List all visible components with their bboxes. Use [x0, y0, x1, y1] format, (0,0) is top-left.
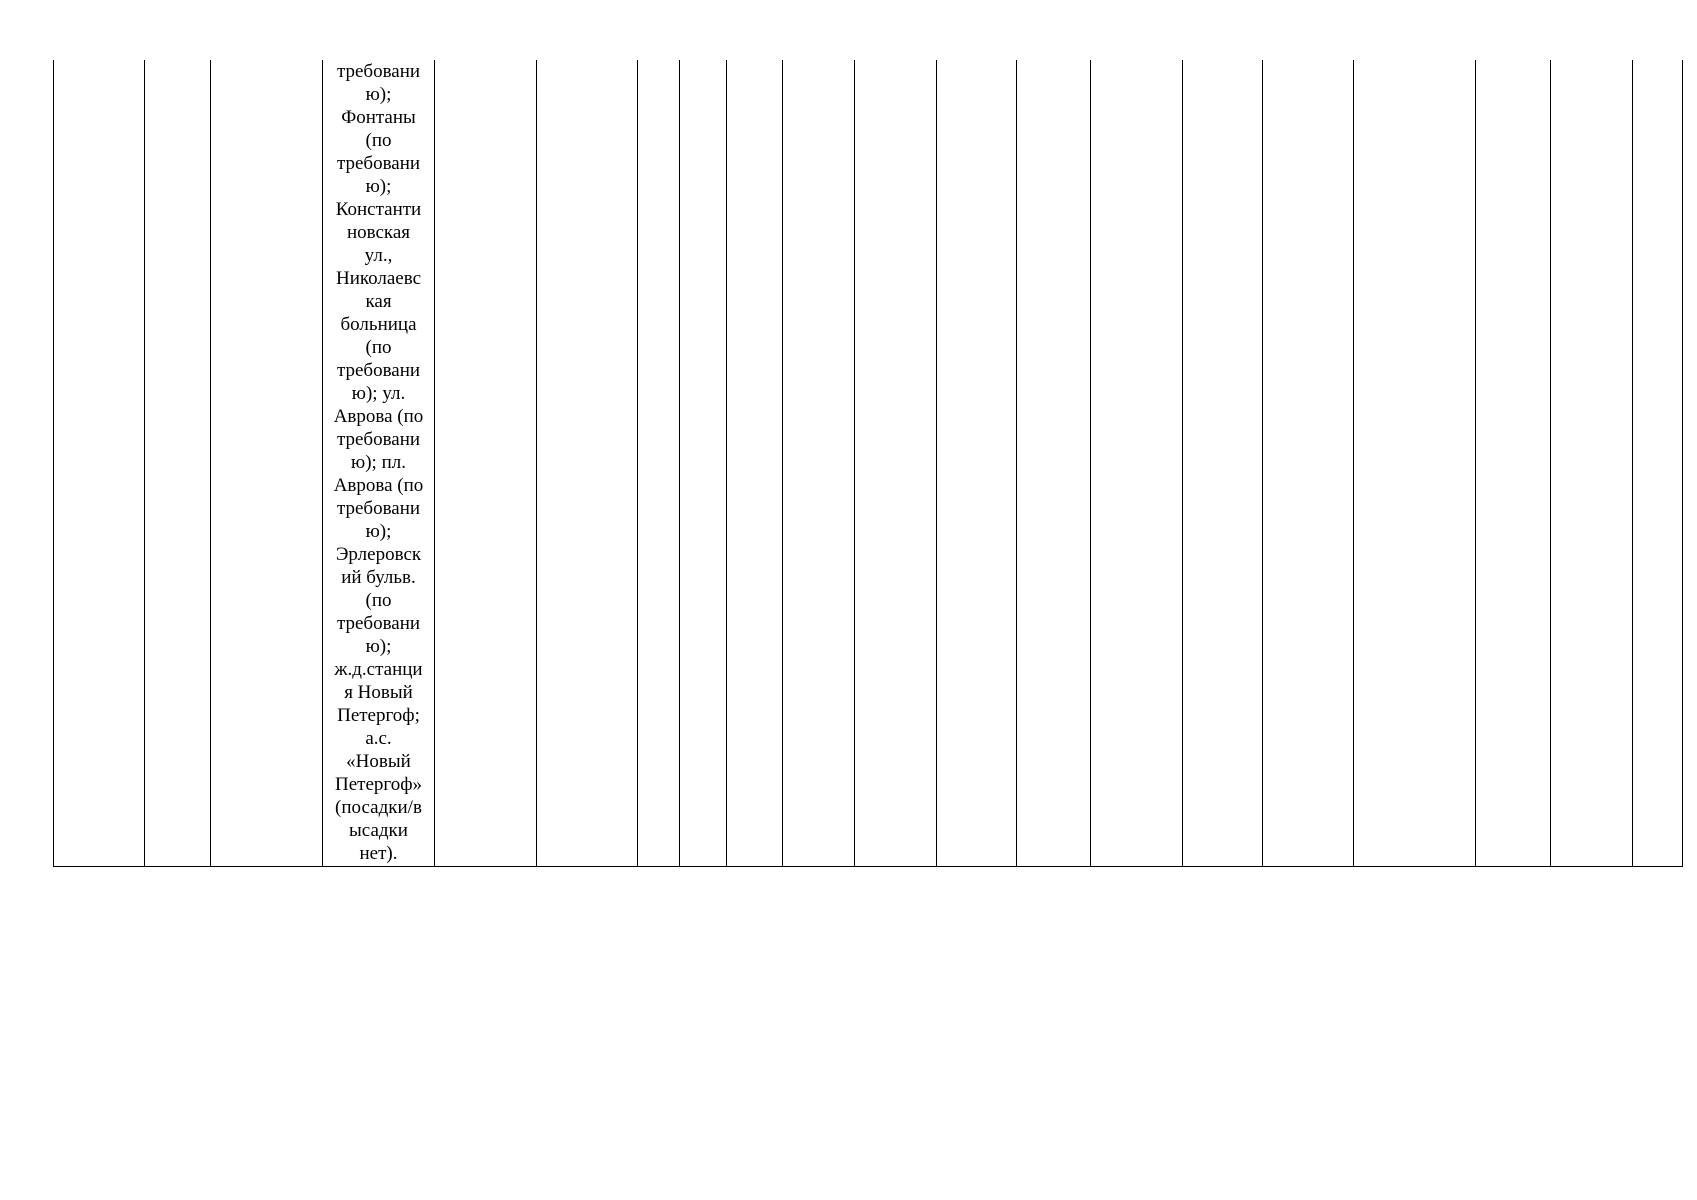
- stops-line: нет).: [359, 843, 398, 864]
- stops-line: я Новый: [344, 682, 413, 703]
- stops-text: [323, 60, 434, 865]
- table-cell-col-17: [1354, 60, 1476, 867]
- table-cell-col-11: [855, 60, 937, 867]
- stops-line: ю); пл.: [351, 452, 406, 473]
- stops-line: (по: [365, 590, 392, 611]
- stops-line: (по: [365, 130, 392, 151]
- stops-line: ю);: [365, 636, 392, 657]
- stops-line: Николаевс: [335, 268, 422, 289]
- table-cell-col-15: [1183, 60, 1263, 867]
- table-cell-col-8: [680, 60, 727, 867]
- stops-line: ю);: [365, 84, 392, 105]
- stops-line: ысадки: [349, 820, 408, 841]
- table-cell-stops: [323, 60, 435, 867]
- stops-line: требовани: [336, 61, 421, 82]
- stops-line: (посадки/в: [335, 797, 422, 818]
- stops-line: новская: [346, 222, 411, 243]
- stops-line: Фонтаны: [341, 107, 416, 128]
- table-cell-col-13: [1017, 60, 1091, 867]
- stops-line: Петергоф»: [334, 774, 423, 795]
- stops-line: Петергоф;: [337, 705, 420, 726]
- stops-line: Константи: [335, 199, 422, 220]
- stops-line: требовани: [336, 153, 421, 174]
- stops-line: Аврова (по: [333, 475, 424, 496]
- table-cell-col-3: [211, 60, 323, 867]
- stops-line: требовани: [336, 429, 421, 450]
- stops-line: больница: [340, 314, 417, 335]
- stops-line: Аврова (по: [333, 406, 424, 427]
- table-cell-col-16: [1263, 60, 1354, 867]
- table-cell-col-12: [937, 60, 1017, 867]
- table-cell-col-1: [54, 60, 145, 867]
- table-row: [54, 60, 1683, 867]
- stops-line: «Новый: [346, 751, 411, 772]
- stops-line: а.с.: [365, 728, 392, 749]
- stops-line: требовани: [336, 613, 421, 634]
- stops-line: Эрлеровск: [335, 544, 422, 565]
- table-cell-col-19: [1551, 60, 1633, 867]
- table-cell-col-6: [537, 60, 638, 867]
- table-cell-col-5: [435, 60, 537, 867]
- stops-line: ю);: [365, 521, 392, 542]
- stops-line: ю);: [365, 176, 392, 197]
- table-cell-col-14: [1091, 60, 1183, 867]
- table-cell-col-7: [638, 60, 680, 867]
- stops-line: кая: [365, 291, 392, 312]
- route-table-continuation: [53, 60, 1683, 867]
- stops-line: ж.д.станци: [334, 659, 423, 680]
- stops-line: требовани: [336, 360, 421, 381]
- table-cell-col-2: [145, 60, 211, 867]
- table-cell-col-10: [783, 60, 855, 867]
- stops-line: (по: [365, 337, 392, 358]
- stops-line: ю); ул.: [351, 383, 406, 404]
- table-cell-col-9: [727, 60, 783, 867]
- stops-line: требовани: [336, 498, 421, 519]
- table-cell-col-18: [1476, 60, 1551, 867]
- stops-line: ий бульв.: [341, 567, 416, 588]
- table-cell-col-20: [1633, 60, 1683, 867]
- stops-line: ул.,: [364, 245, 393, 266]
